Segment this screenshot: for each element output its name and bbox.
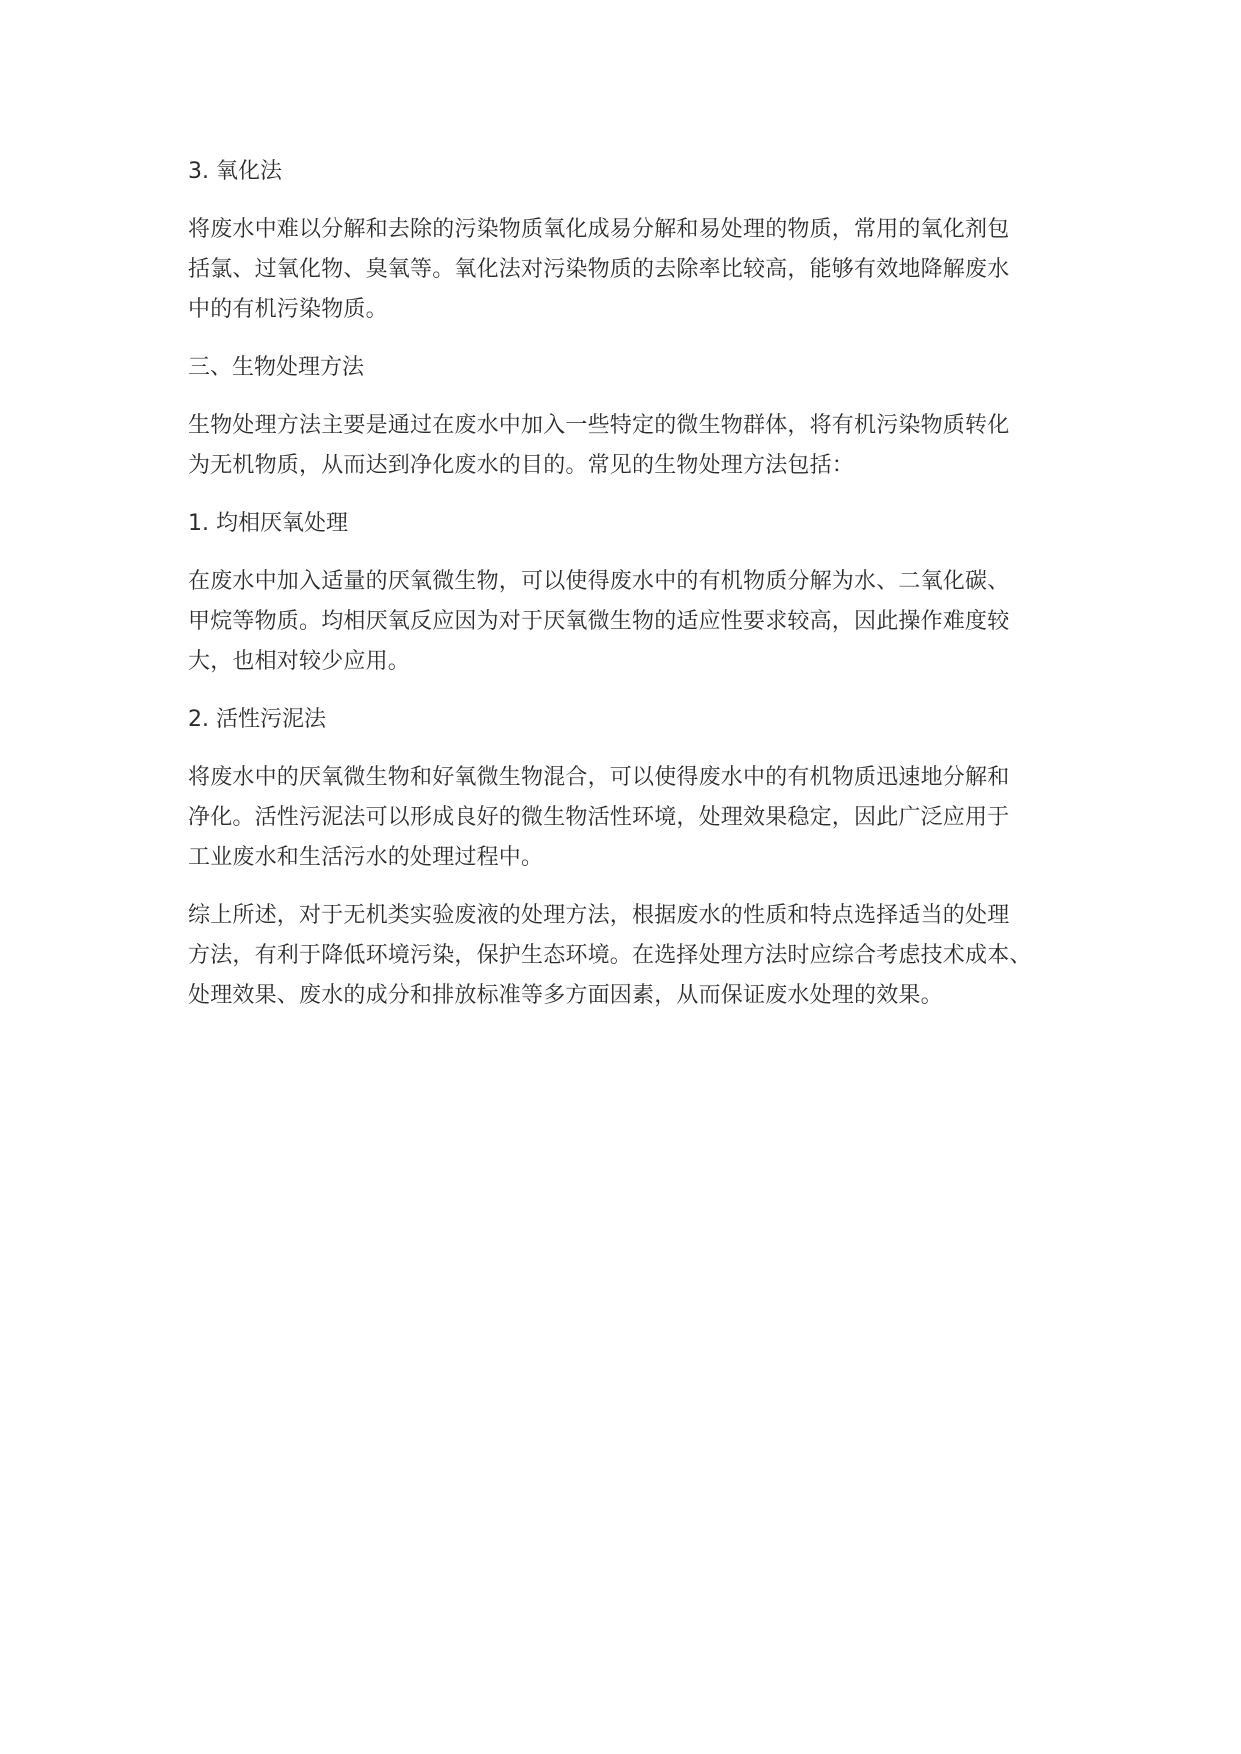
paragraph-line: 将废水中的厌氧微生物和好氧微生物混合，可以使得废水中的有机物质迅速地分解和 [188,765,1010,790]
heading-anaerobic-treatment: 1. 均相厌氧处理 [188,511,348,536]
heading-biological-treatment: 三、生物处理方法 [188,355,365,380]
paragraph-line: 大，也相对较少应用。 [188,649,411,674]
paragraph-biological-treatment [188,406,1068,486]
paragraph-line: 工业废水和生活污水的处理过程中。 [188,845,544,870]
paragraph-summary [188,896,1068,1016]
paragraph-line: 中的有机污染物质。 [188,297,388,322]
paragraph-line: 甲烷等物质。均相厌氧反应因为对于厌氧微生物的适应性要求较高，因此操作难度较 [188,609,1010,634]
paragraph-line: 为无机物质，从而达到净化废水的目的。常见的生物处理方法包括： [188,453,855,478]
paragraph-oxidation [188,210,1068,330]
paragraph-line: 处理效果、废水的成分和排放标准等多方面因素，从而保证废水处理的效果。 [188,983,943,1008]
paragraph-line: 方法，有利于降低环境污染，保护生态环境。在选择处理方法时应综合考虑技术成本、 [188,943,1032,968]
paragraph-line: 在废水中加入适量的厌氧微生物，可以使得废水中的有机物质分解为水、二氧化碳、 [188,569,1010,594]
paragraph-line: 综上所述，对于无机类实验废液的处理方法，根据废水的性质和特点选择适当的处理 [188,903,1010,928]
heading-activated-sludge: 2. 活性污泥法 [188,707,326,732]
heading-oxidation-method: 3. 氧化法 [188,159,282,184]
paragraph-line: 生物处理方法主要是通过在废水中加入一些特定的微生物群体，将有机污染物质转化 [188,413,1010,438]
paragraph-activated-sludge [188,758,1068,878]
paragraph-anaerobic-treatment [188,562,1068,682]
paragraph-line: 括氯、过氧化物、臭氧等。氧化法对污染物质的去除率比较高，能够有效地降解废水 [188,257,1010,282]
document-body [188,152,1068,1034]
paragraph-line: 将废水中难以分解和去除的污染物质氧化成易分解和易处理的物质，常用的氧化剂包 [188,217,1010,242]
paragraph-line: 净化。活性污泥法可以形成良好的微生物活性环境，处理效果稳定，因此广泛应用于 [188,805,1010,830]
